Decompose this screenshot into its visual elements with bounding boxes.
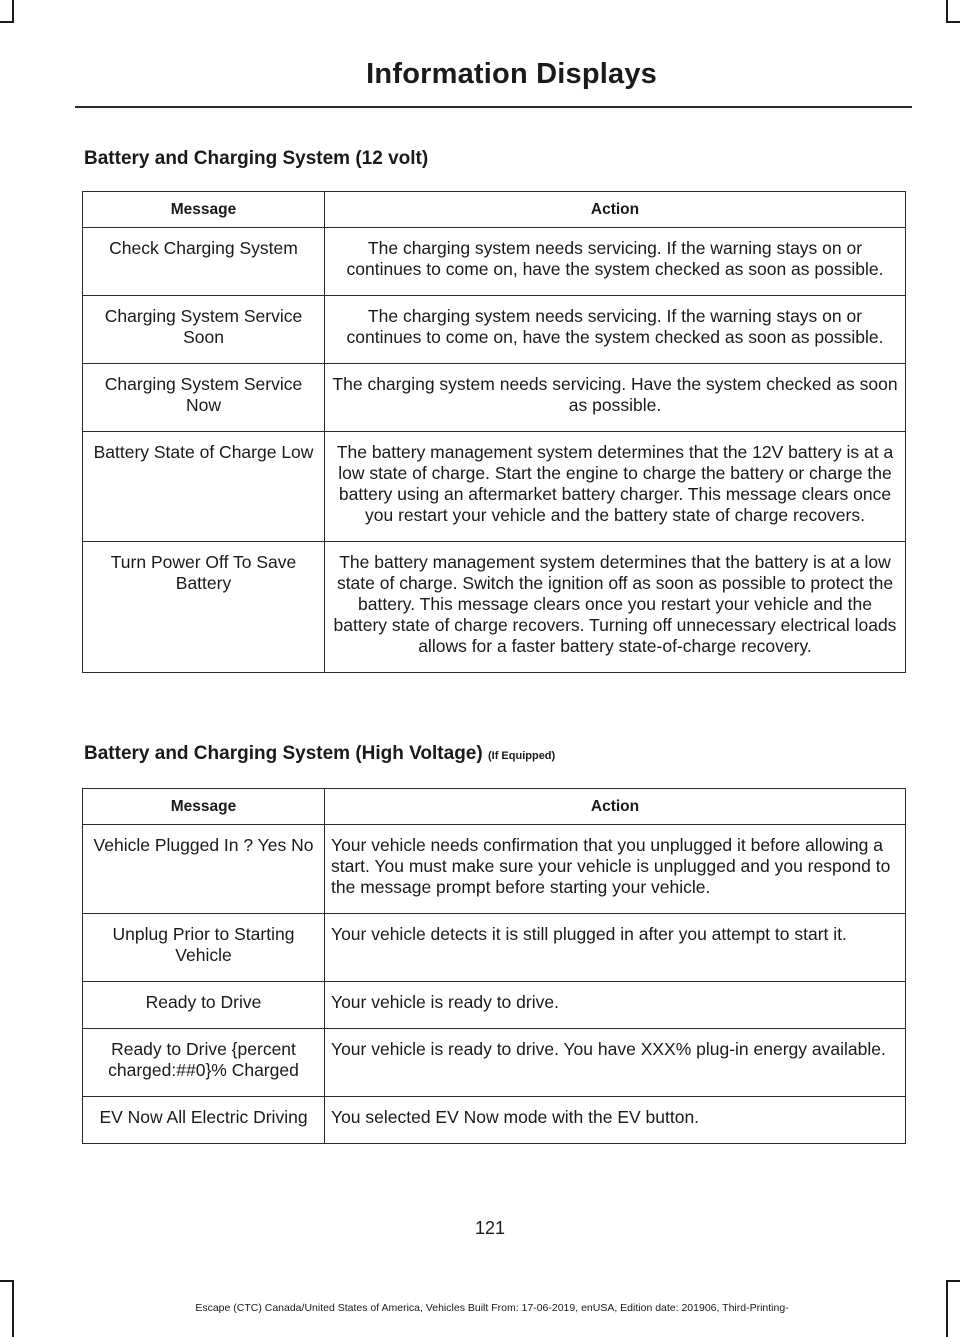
column-header-message: Message [83, 192, 325, 228]
crop-mark-top-right-h [946, 21, 960, 23]
action-cell: Your vehicle is ready to drive. [325, 982, 906, 1029]
table-header-row [83, 789, 906, 825]
table-row [83, 1097, 906, 1144]
action-cell: The charging system needs servicing. If the warning stays on or continues to come on, have the system checked as soon as possible. [325, 296, 906, 364]
table-12v [82, 191, 906, 673]
section-title-high-voltage [84, 743, 555, 765]
crop-mark-top-right [946, 0, 948, 22]
action-cell: Your vehicle needs confirmation that you unplugged it before allowing a start. You must make sure your vehicle is unplugged and you respond to the message prompt before starting your vehicle. [325, 825, 906, 914]
action-cell: You selected EV Now mode with the EV button. [325, 1097, 906, 1144]
message-cell: Turn Power Off To Save Battery [83, 542, 325, 673]
message-cell: Vehicle Plugged In ? Yes No [83, 825, 325, 914]
column-header-action: Action [325, 192, 906, 228]
message-cell: Ready to Drive [83, 982, 325, 1029]
table-row [83, 914, 906, 982]
crop-mark-bottom-right-h [946, 1280, 960, 1282]
table-row [83, 542, 906, 673]
table-row [83, 1029, 906, 1097]
column-header-message: Message [83, 789, 325, 825]
message-cell: Unplug Prior to Starting Vehicle [83, 914, 325, 982]
table-row [83, 432, 906, 542]
if-equipped-note: (If Equipped) [487, 750, 556, 762]
message-cell: Check Charging System [83, 228, 325, 296]
table-row [83, 825, 906, 914]
page-header-title: Information Displays [366, 58, 657, 90]
crop-mark-top-left [12, 0, 14, 22]
crop-mark-bottom-left-h [0, 1280, 14, 1282]
message-cell: Ready to Drive {percent charged:##0}% Charged [83, 1029, 325, 1097]
table-high-voltage [82, 788, 906, 1144]
action-cell: The charging system needs servicing. If the warning stays on or continues to come on, have the system checked as soon as possible. [325, 228, 906, 296]
column-header-action: Action [325, 789, 906, 825]
crop-mark-top-left-h [0, 21, 14, 23]
header-divider [75, 106, 912, 108]
message-cell: Battery State of Charge Low [83, 432, 325, 542]
action-cell: The battery management system determines that the 12V battery is at a low state of charge. Start the engine to charge the battery or charge the battery using an aftermarket battery charger. This message clears once you restart your vehicle and the battery state of charge recovers. [325, 432, 906, 542]
table-row [83, 364, 906, 432]
page-number: 121 [474, 1218, 506, 1238]
message-cell: Charging System Service Now [83, 364, 325, 432]
action-cell: Your vehicle detects it is still plugged in after you attempt to start it. [325, 914, 906, 982]
message-cell: Charging System Service Soon [83, 296, 325, 364]
message-cell: EV Now All Electric Driving [83, 1097, 325, 1144]
section-title-high-voltage-text: Battery and Charging System (High Voltage) [84, 743, 483, 764]
table-header-row [83, 192, 906, 228]
action-cell: The charging system needs servicing. Have the system checked as soon as possible. [325, 364, 906, 432]
footer-edition-info: Escape (CTC) Canada/United States of America, Vehicles Built From: 17-06-2019, enUSA, Edition date: 201906, Third-Printing- [195, 1302, 789, 1314]
action-cell: Your vehicle is ready to drive. You have XXX% plug-in energy available. [325, 1029, 906, 1097]
table-row [83, 228, 906, 296]
action-cell: The battery management system determines that the battery is at a low state of charge. Switch the ignition off as soon as possible to protect the battery. This message clears once you restart your vehicle and the battery state of charge recovers. Turning off unnecessary electrical loads allows for a faster battery state-of-charge recovery. [325, 542, 906, 673]
section-title-12v: Battery and Charging System (12 volt) [84, 148, 429, 169]
table-row [83, 982, 906, 1029]
table-row [83, 296, 906, 364]
